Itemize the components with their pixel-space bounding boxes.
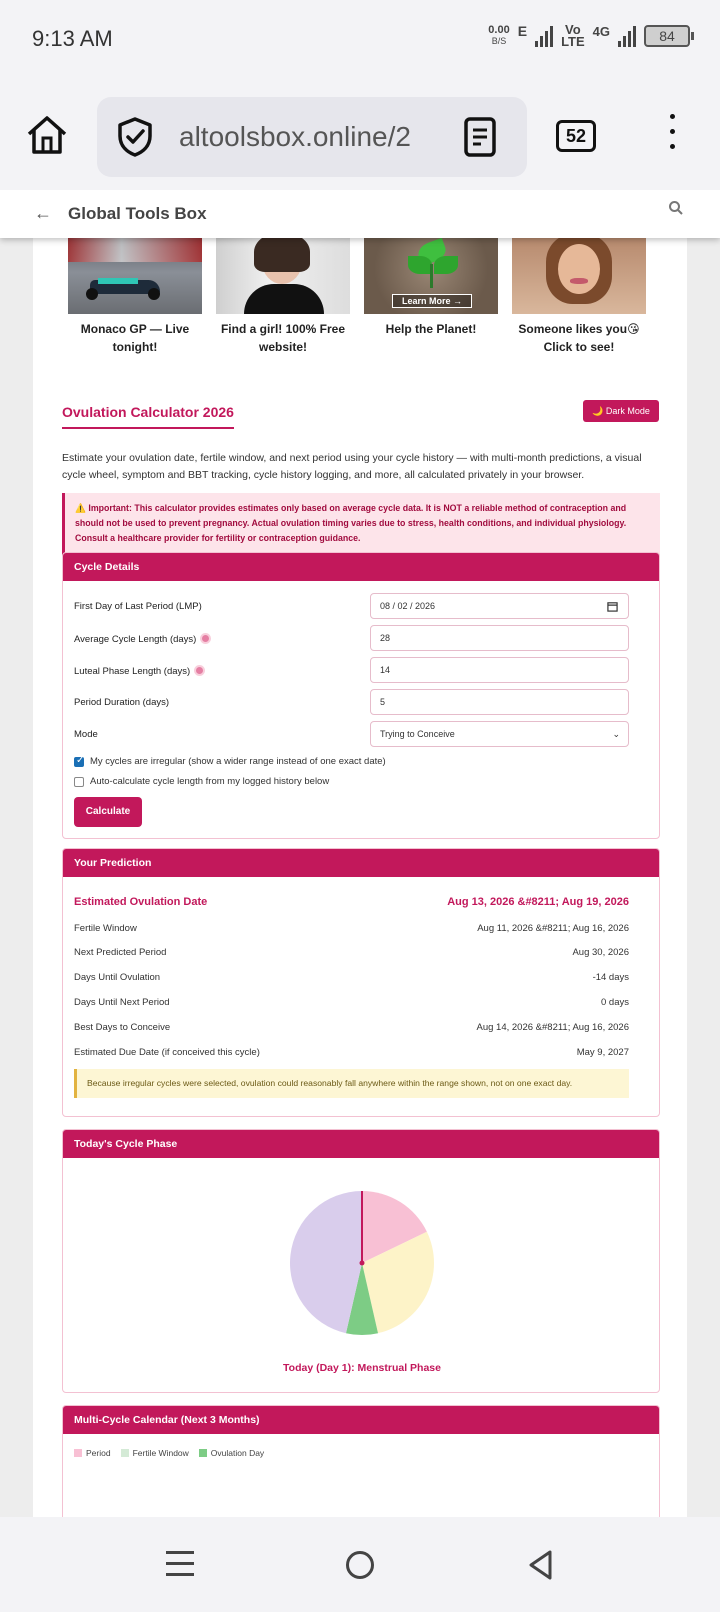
prediction-label: Days Until Ovulation — [74, 972, 161, 983]
wheel-center-dot — [360, 1261, 365, 1266]
prediction-row-best-days — [74, 1022, 629, 1033]
ad-item-likes[interactable] — [512, 238, 646, 356]
legend-label: Fertile Window — [132, 1448, 189, 1458]
page-title: Ovulation Calculator 2026 — [62, 404, 234, 420]
net-speed-value: 0.00 — [488, 24, 510, 36]
mode-label: Mode — [74, 729, 98, 740]
legend-label: Period — [86, 1448, 111, 1458]
lmp-date-input[interactable] — [370, 593, 629, 619]
prediction-label: Fertile Window — [74, 923, 137, 934]
calendar-section — [62, 1405, 660, 1517]
title-underline — [62, 427, 234, 429]
net-type-e: E — [517, 23, 528, 39]
ad-caption[interactable]: Monaco GP — Live tonight! — [80, 322, 190, 354]
shield-check-icon[interactable] — [115, 116, 155, 158]
prediction-row-days-period — [74, 997, 629, 1008]
prediction-row-due-date — [74, 1047, 629, 1058]
tab-switcher-button[interactable]: 52 — [556, 120, 596, 152]
prediction-header: Your Prediction — [63, 849, 659, 877]
home-icon[interactable] — [24, 112, 70, 158]
volte-icon — [561, 24, 585, 48]
site-header — [0, 190, 720, 238]
auto-calc-checkbox-label[interactable]: Auto-calculate cycle length from my logged history below — [90, 776, 330, 787]
prediction-label: Estimated Due Date (if conceived this cycle) — [74, 1047, 260, 1058]
volte-bottom: LTE — [561, 34, 585, 49]
cycle-details-section — [62, 552, 660, 839]
prediction-value: -14 days — [592, 972, 629, 983]
cycle-wheel — [63, 1160, 660, 1350]
auto-calc-checkbox-row[interactable] — [74, 776, 329, 787]
signal-icon — [535, 25, 553, 47]
ad-image-racecar[interactable] — [68, 238, 202, 314]
calendar-icon[interactable] — [607, 601, 618, 612]
luteal-label-row — [74, 665, 205, 677]
lmp-label: First Day of Last Period (LMP) — [74, 601, 202, 612]
reader-mode-icon[interactable] — [464, 117, 496, 157]
site-title: Global Tools Box — [68, 204, 207, 223]
dark-mode-button[interactable]: 🌙 Dark Mode — [583, 400, 659, 422]
irregular-checkbox-label[interactable]: My cycles are irregular (show a wider range instead of one exact date) — [90, 756, 386, 767]
prediction-value: Aug 11, 2026 &#8211; Aug 16, 2026 — [477, 923, 629, 934]
search-icon[interactable] — [668, 200, 684, 216]
ad-strip — [68, 238, 648, 358]
calendar-legend — [74, 1448, 264, 1458]
web-page — [0, 190, 720, 1517]
cycle-details-header: Cycle Details — [63, 553, 659, 581]
url-bar[interactable] — [97, 97, 527, 177]
status-bar — [0, 0, 720, 84]
mode-select[interactable] — [370, 721, 629, 747]
signal-icon-2 — [618, 25, 636, 47]
back-button-icon[interactable] — [526, 1549, 554, 1581]
prediction-value: Aug 14, 2026 &#8211; Aug 16, 2026 — [476, 1022, 629, 1033]
prediction-row-fertile — [74, 923, 629, 934]
warning-box: ⚠️ Important: This calculator provides estimates only based on average cycle data. It is NOT a reliable method of contraception and should not be used to prevent pregnancy. Actual ovulation timing varies due to stress, health conditions, and individual physiology. Consult a healthcare provider for fertility or contraception guidance. — [62, 493, 660, 557]
legend-ovulation — [199, 1448, 264, 1458]
prediction-label: Next Predicted Period — [74, 947, 167, 958]
prediction-value: Aug 30, 2026 — [572, 947, 629, 958]
prediction-row-ovulation — [74, 896, 629, 908]
volte-top: Vo — [565, 22, 581, 37]
overflow-menu-icon[interactable] — [666, 114, 678, 158]
prediction-label: Best Days to Conceive — [74, 1022, 171, 1033]
luteal-input[interactable]: 14 — [370, 657, 629, 683]
ad-image-plant[interactable] — [364, 238, 498, 314]
prediction-label: Days Until Next Period — [74, 997, 170, 1008]
back-arrow-icon[interactable]: ← — [34, 203, 52, 223]
calendar-header: Multi-Cycle Calendar (Next 3 Months) — [63, 1406, 659, 1434]
prediction-row-days-ovulation — [74, 972, 629, 983]
recent-apps-icon[interactable] — [166, 1551, 194, 1579]
prediction-value: 0 days — [601, 997, 629, 1008]
ad-caption[interactable]: Find a girl! 100% Free website! — [220, 322, 346, 354]
auto-calc-checkbox[interactable] — [74, 777, 84, 787]
info-icon[interactable] — [200, 633, 211, 644]
period-duration-input[interactable]: 5 — [370, 689, 629, 715]
ad-item-girl[interactable] — [216, 238, 350, 356]
calculate-button[interactable]: Calculate — [74, 797, 142, 827]
legend-label: Ovulation Day — [210, 1448, 265, 1458]
net-speed — [488, 25, 509, 47]
chevron-down-icon[interactable]: ⌄ — [612, 729, 620, 739]
url-text[interactable]: altoolsbox.online/2 — [179, 121, 411, 152]
lmp-date-value: 08 / 02 / 2026 — [380, 601, 436, 611]
period-duration-label: Period Duration (days) — [74, 697, 170, 708]
ad-caption[interactable]: Help the Planet! — [385, 322, 477, 336]
status-icons — [488, 24, 690, 48]
cycle-phase-header: Today's Cycle Phase — [63, 1130, 659, 1158]
irregular-note: Because irregular cycles were selected, ovulation could reasonably fall anywhere within the range shown, not on one exact day. — [74, 1069, 629, 1098]
mode-select-value: Trying to Conceive — [380, 729, 455, 739]
prediction-label: Estimated Ovulation Date — [74, 896, 208, 908]
learn-more-button[interactable]: Learn More → — [392, 294, 472, 308]
legend-period — [74, 1448, 111, 1458]
luteal-label: Luteal Phase Length (days) — [74, 666, 191, 677]
ad-image-selfie[interactable] — [512, 238, 646, 314]
net-speed-unit: B/S — [491, 36, 507, 46]
prediction-row-next-period — [74, 947, 629, 958]
irregular-checkbox-row[interactable] — [74, 756, 386, 767]
cycle-length-label-row — [74, 633, 211, 645]
ad-caption[interactable]: Someone likes you😘 Click to see! — [518, 322, 640, 354]
content-card — [33, 190, 687, 1517]
legend-fertile — [121, 1448, 189, 1458]
prediction-value: Aug 13, 2026 &#8211; Aug 19, 2026 — [447, 896, 629, 908]
ad-image-portrait[interactable] — [216, 238, 350, 314]
net-type-4g: 4G — [592, 23, 610, 39]
home-button-icon[interactable] — [346, 1551, 374, 1579]
status-time: 9:13 AM — [32, 26, 113, 51]
info-icon[interactable] — [194, 665, 205, 676]
cycle-length-label: Average Cycle Length (days) — [74, 634, 197, 645]
cycle-phase-label: Today (Day 1): Menstrual Phase — [283, 1362, 441, 1374]
system-nav-bar — [0, 1517, 720, 1612]
cycle-length-input[interactable]: 28 — [370, 625, 629, 651]
ad-item-planet[interactable] — [364, 238, 498, 338]
browser-toolbar — [0, 84, 720, 190]
battery-icon: 84 — [644, 25, 690, 47]
intro-text: Estimate your ovulation date, fertile window, and next period using your cycle history — with multi-month predictions, a visual cycle wheel, symptom and BBT tracking, cycle history logging, and more, all calculated privately in your browser. — [62, 452, 642, 481]
ad-item-monaco[interactable] — [68, 238, 202, 356]
irregular-checkbox[interactable] — [74, 757, 84, 767]
prediction-value: May 9, 2027 — [576, 1047, 629, 1058]
prediction-section — [62, 848, 660, 1117]
cycle-phase-section — [62, 1129, 660, 1393]
